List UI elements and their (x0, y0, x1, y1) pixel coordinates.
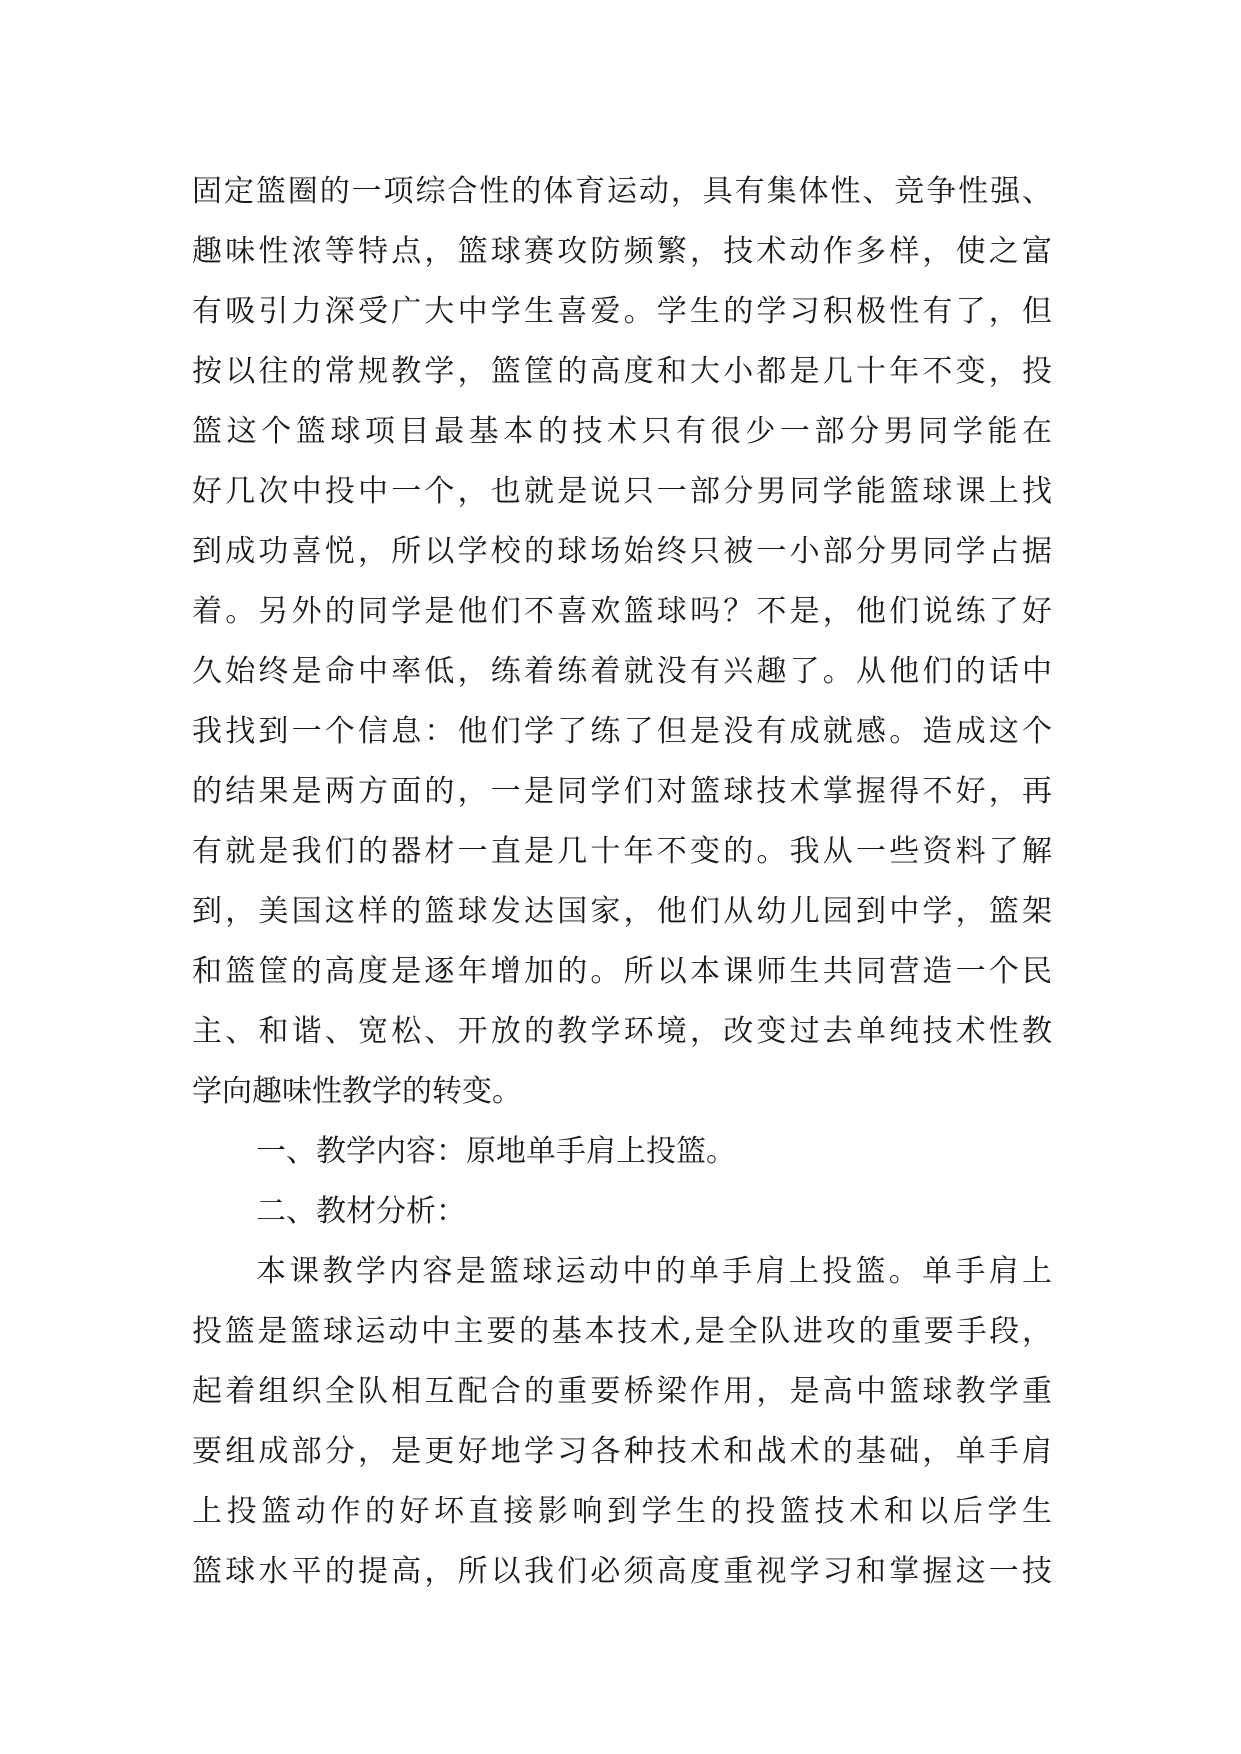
text-line: 和篮筐的高度是逐年增加的。所以本课师生共同营造一个民 (192, 954, 1052, 989)
text-line: 到，美国这样的篮球发达国家，他们从幼儿园到中学，篮架 (192, 894, 1052, 929)
text-line: 按以往的常规教学，篮筐的高度和大小都是几十年不变，投 (192, 354, 1052, 389)
section-heading-teaching-content: 一、教学内容：原地单手肩上投篮。 (256, 1134, 736, 1169)
text-line: 上投篮动作的好坏直接影响到学生的投篮技术和以后学生 (192, 1494, 1052, 1529)
text-line: 篮这个篮球项目最基本的技术只有很少一部分男同学能在 (192, 414, 1052, 449)
text-line: 久始终是命中率低，练着练着就没有兴趣了。从他们的话中 (192, 654, 1052, 689)
section-heading-material-analysis: 二、教材分析： (256, 1194, 466, 1229)
text-line: 趣味性浓等特点，篮球赛攻防频繁，技术动作多样，使之富 (192, 234, 1052, 269)
text-line: 我找到一个信息：他们学了练了但是没有成就感。造成这个 (192, 714, 1052, 749)
text-line: 到成功喜悦，所以学校的球场始终只被一小部分男同学占据 (192, 534, 1052, 569)
text-line: 篮球水平的提高，所以我们必须高度重视学习和掌握这一技 (192, 1554, 1052, 1589)
text-line: 本课教学内容是篮球运动中的单手肩上投篮。单手肩上 (256, 1254, 1052, 1289)
text-line: 好几次中投中一个，也就是说只一部分男同学能篮球课上找 (192, 474, 1052, 509)
text-line: 投篮是篮球运动中主要的基本技术,是全队进攻的重要手段， (192, 1314, 1052, 1349)
text-line: 主、和谐、宽松、开放的教学环境，改变过去单纯技术性教 (192, 1014, 1052, 1049)
text-line: 有就是我们的器材一直是几十年不变的。我从一些资料了解 (192, 834, 1052, 869)
text-line: 固定篮圈的一项综合性的体育运动，具有集体性、竞争性强、 (192, 174, 1052, 209)
text-line: 的结果是两方面的，一是同学们对篮球技术掌握得不好，再 (192, 774, 1052, 809)
text-line: 着。另外的同学是他们不喜欢篮球吗？不是，他们说练了好 (192, 594, 1052, 629)
text-line: 学向趣味性教学的转变。 (192, 1074, 522, 1109)
text-line: 有吸引力深受广大中学生喜爱。学生的学习积极性有了，但 (192, 294, 1052, 329)
text-line: 起着组织全队相互配合的重要桥梁作用，是高中篮球教学重 (192, 1374, 1052, 1409)
document-body (192, 162, 1052, 1602)
text-line: 要组成部分，是更好地学习各种技术和战术的基础，单手肩 (192, 1434, 1052, 1469)
